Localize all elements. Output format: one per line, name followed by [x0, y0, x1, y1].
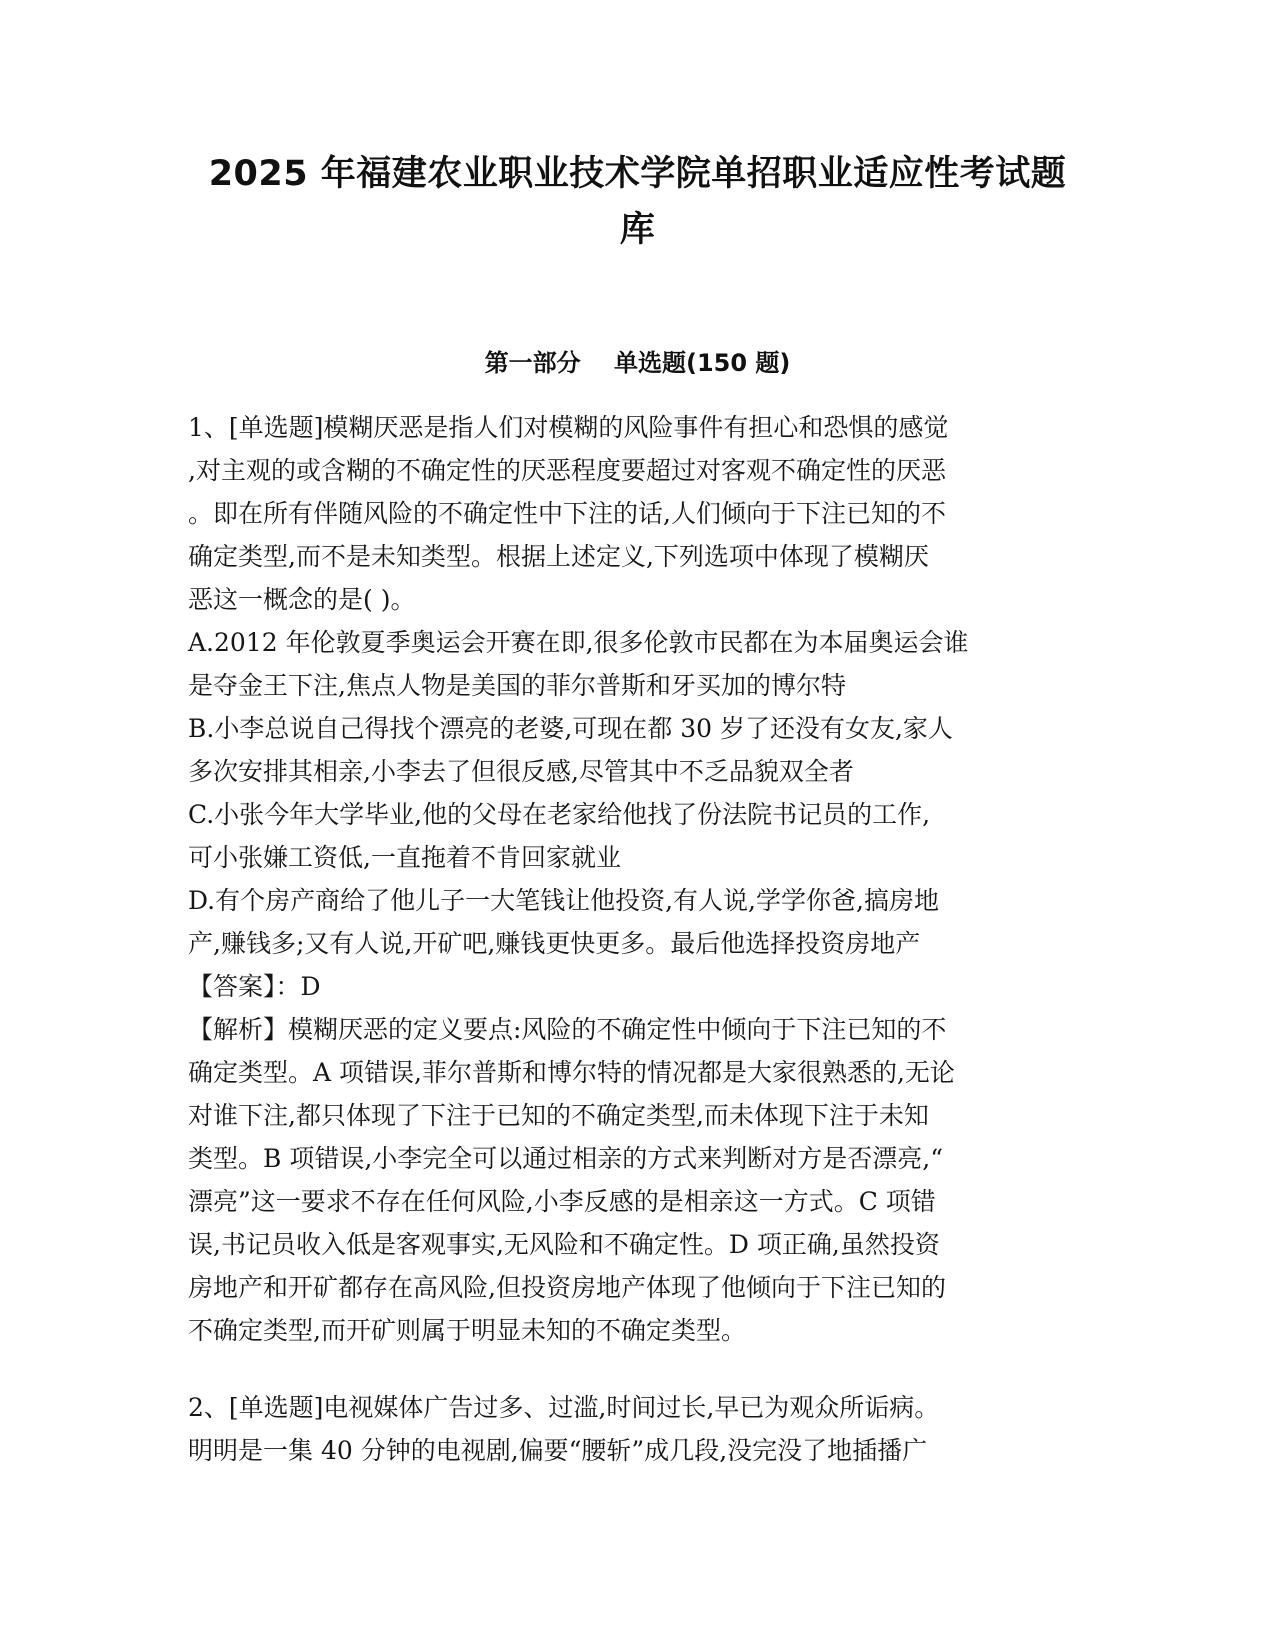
question-1	[188, 406, 1093, 1352]
section-heading: 第一部分 单选题(150 题)	[484, 349, 791, 377]
option-a: A.2012 年伦敦夏季奥运会开赛在即,很多伦敦市民都在为本届奥运会谁	[188, 628, 969, 657]
explanation-line: 不确定类型,而开矿则属于明显未知的不确定类型。	[188, 1316, 746, 1345]
explanation-line: 对谁下注,都只体现了下注于已知的不确定类型,而未体现下注于未知	[188, 1101, 929, 1130]
option-c: 可小张嫌工资低,一直拖着不肯回家就业	[188, 843, 621, 872]
explanation-line: 确定类型。A 项错误,菲尔普斯和博尔特的情况都是大家很熟悉的,无论	[188, 1058, 955, 1087]
document-title	[150, 146, 1125, 258]
document-title-line-1: 2025 年福建农业职业技术学院单招职业适应性考试题	[208, 154, 1067, 194]
option-a: 是夺金王下注,焦点人物是美国的菲尔普斯和牙买加的博尔特	[188, 671, 846, 700]
explanation-line: 类型。B 项错误,小李完全可以通过相亲的方式来判断对方是否漂亮,“	[188, 1144, 943, 1173]
question-2	[188, 1386, 1093, 1472]
question-2-line: 2、[单选题]电视媒体广告过多、过滥,时间过长,早已为观众所诟病。	[188, 1393, 940, 1422]
question-1-line: 。即在所有伴随风险的不确定性中下注的话,人们倾向于下注已知的不	[188, 499, 946, 528]
option-b: 多次安排其相亲,小李去了但很反感,尽管其中不乏品貌双全者	[188, 757, 854, 786]
question-1-line: ,对主观的或含糊的不确定性的厌恶程度要超过对客观不确定性的厌恶	[188, 456, 946, 485]
document-title-line-2: 库	[619, 210, 656, 250]
answer-line: 【答案】：D	[188, 972, 321, 1001]
option-c: C.小张今年大学毕业,他的父母在老家给他找了份法院书记员的工作,	[188, 800, 931, 829]
option-d: D.有个房产商给了他儿子一大笔钱让他投资,有人说,学学你爸,搞房地	[188, 886, 939, 915]
question-1-line: 确定类型,而不是未知类型。根据上述定义,下列选项中体现了模糊厌	[188, 542, 929, 571]
option-b: B.小李总说自己得找个漂亮的老婆,可现在都 30 岁了还没有女友,家人	[188, 714, 953, 743]
question-2-line: 明明是一集 40 分钟的电视剧,偏要“腰斩”成几段,没完没了地插播广	[188, 1436, 928, 1465]
explanation-line: 误,书记员收入低是客观事实,无风险和不确定性。D 项正确,虽然投资	[188, 1230, 940, 1259]
option-d: 产,赚钱多;又有人说,开矿吧,赚钱更快更多。最后他选择投资房地产	[188, 929, 921, 958]
explanation-line: 房地产和开矿都存在高风险,但投资房地产体现了他倾向于下注已知的	[188, 1273, 946, 1302]
question-1-line: 恶这一概念的是( )。	[188, 585, 416, 614]
question-1-line: 1、[单选题]模糊厌恶是指人们对模糊的风险事件有担心和恐惧的感觉	[188, 413, 949, 442]
explanation-line: 【解析】模糊厌恶的定义要点:风险的不确定性中倾向于下注已知的不	[188, 1015, 947, 1044]
explanation-line: 漂亮”这一要求不存在任何风险,小李反感的是相亲这一方式。C 项错	[188, 1187, 936, 1216]
